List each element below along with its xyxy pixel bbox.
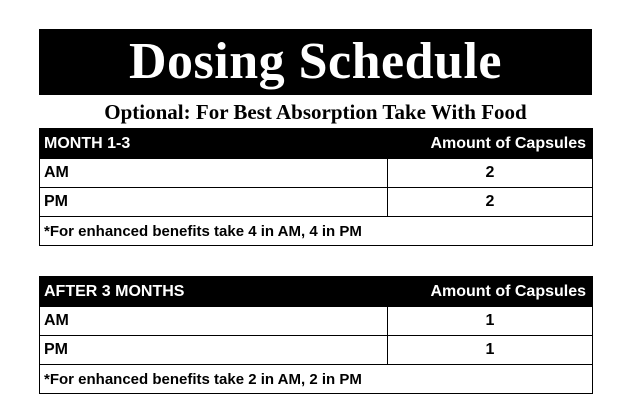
table-row bbox=[40, 336, 593, 365]
note-row bbox=[40, 365, 593, 394]
time-cell: PM bbox=[40, 336, 388, 365]
amount-header: Amount of Capsules bbox=[388, 129, 593, 159]
table-row bbox=[40, 307, 593, 336]
page-subtitle: Optional: For Best Absorption Take With Food bbox=[104, 100, 527, 124]
page-title: Dosing Schedule bbox=[39, 29, 592, 95]
time-cell: AM bbox=[40, 307, 388, 336]
amount-cell: 2 bbox=[388, 188, 593, 217]
amount-cell: 2 bbox=[388, 159, 593, 188]
period-header: MONTH 1-3 bbox=[40, 129, 388, 159]
time-cell: AM bbox=[40, 159, 388, 188]
note-cell: *For enhanced benefits take 4 in AM, 4 in PM bbox=[40, 217, 593, 246]
dosing-table-after-3-months bbox=[39, 276, 593, 394]
amount-cell: 1 bbox=[388, 336, 593, 365]
table-header-row bbox=[40, 129, 593, 159]
amount-header: Amount of Capsules bbox=[388, 277, 593, 307]
note-cell: *For enhanced benefits take 2 in AM, 2 in PM bbox=[40, 365, 593, 394]
table-header-row bbox=[40, 277, 593, 307]
time-cell: PM bbox=[40, 188, 388, 217]
table-row bbox=[40, 188, 593, 217]
note-row bbox=[40, 217, 593, 246]
table-row bbox=[40, 159, 593, 188]
period-header: AFTER 3 MONTHS bbox=[40, 277, 388, 307]
dosing-table-month-1-3 bbox=[39, 128, 593, 246]
amount-cell: 1 bbox=[388, 307, 593, 336]
